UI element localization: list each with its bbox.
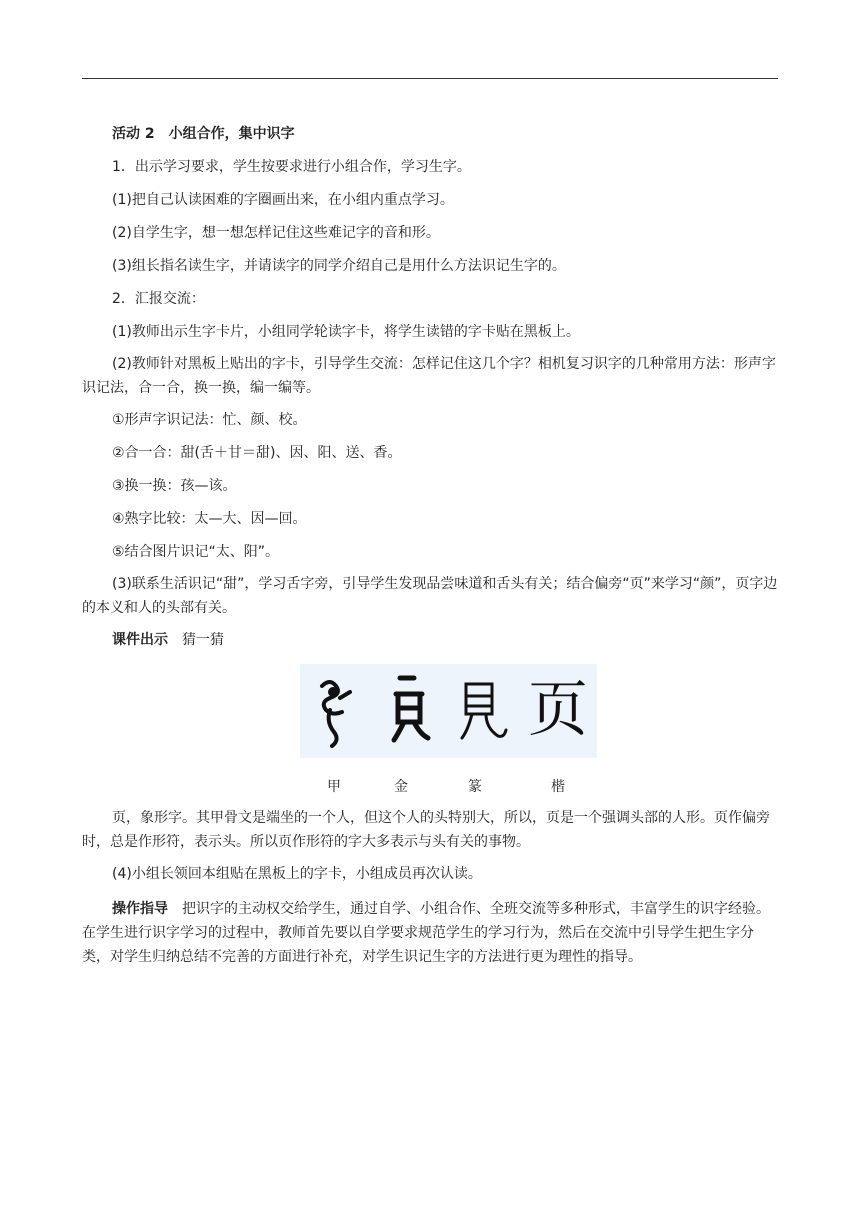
bronze-glyph	[394, 678, 428, 740]
guide-label: 操作指导	[112, 901, 168, 917]
character-evolution-figure	[300, 664, 597, 758]
courseware-label: 课件出示	[112, 632, 168, 648]
activity-title: 活动 2 小组合作，集中识字	[112, 126, 295, 142]
header-rule	[82, 78, 778, 79]
step-2-item-1: (1)教师出示生字卡片，小组同学轮读字卡，将学生读错的字卡贴在黑板上。	[112, 324, 580, 340]
method-item: ⑤结合图片识记“太、阳”。	[112, 544, 280, 560]
document-body	[82, 124, 778, 969]
caption-regular: 楷	[551, 779, 565, 795]
method-item: ①形声字识记法：忙、颜、校。	[112, 412, 307, 428]
step-2-item-4: (4)小组长领回本组贴在黑板上的字卡，小组成员再次认读。	[112, 866, 482, 882]
seal-glyph	[462, 684, 506, 738]
method-item: ④熟字比较：太—大、因—回。	[112, 511, 307, 527]
caption-seal: 篆	[468, 779, 482, 795]
caption-bronze: 金	[394, 779, 408, 795]
step-2: 2．汇报交流：	[112, 291, 205, 307]
step-1-item: (2)自学生字，想一想怎样记住这些难记字的音和形。	[112, 225, 440, 241]
step-1-item: (3)组长指名读生字，并请读字的同学介绍自己是用什么方法识记生字的。	[112, 258, 566, 274]
kaishu-glyph: 页	[528, 675, 588, 745]
step-1-item: (1)把自己认读困难的字圈画出来，在小组内重点学习。	[112, 192, 454, 208]
explanation: 页，象形字。其甲骨文是端坐的一个人，但这个人的头特别大，所以，页是一个强调头部的人形。页作偏旁时，总是作形符，表示头。所以页作形符的字大多表示与头有关的事物。	[82, 810, 770, 850]
step-2-item-3: (3)联系生活识记“甜”，学习舌字旁，引导学生发现品尝味道和舌头有关；结合偏旁“页”来学习“颜”，页字边的本义和人的头部有关。	[82, 576, 778, 616]
method-item: ②合一合：甜(舌＋甘＝甜)、因、阳、送、香。	[112, 445, 402, 461]
courseware-title: 猜一猜	[182, 632, 224, 648]
figure-captions	[82, 776, 778, 796]
guide-text: 把识字的主动权交给学生，通过自学、小组合作、全班交流等多种形式，丰富学生的识字经验。在学生进行识字学习的过程中，教师首先要以自学要求规范学生的学习行为，然后在交流中引导学生把生字分类，对学生归纳总结不完善的方面进行补充，对学生识记生字的方法进行更为理性的指导。	[82, 901, 770, 965]
caption-oracle: 甲	[327, 779, 341, 795]
step-1: 1．出示学习要求，学生按要求进行小组合作，学习生字。	[112, 159, 471, 175]
oracle-bone-glyph	[322, 682, 350, 746]
courseware-line	[82, 630, 778, 650]
operation-guide	[82, 897, 778, 969]
method-item: ③换一换：孩—该。	[112, 478, 237, 494]
step-2-item-2: (2)教师针对黑板上贴出的字卡，引导学生交流：怎样记住这几个字？相机复习识字的几种常用方法：形声字识记法，合一合，换一换，编一编等。	[82, 356, 776, 396]
